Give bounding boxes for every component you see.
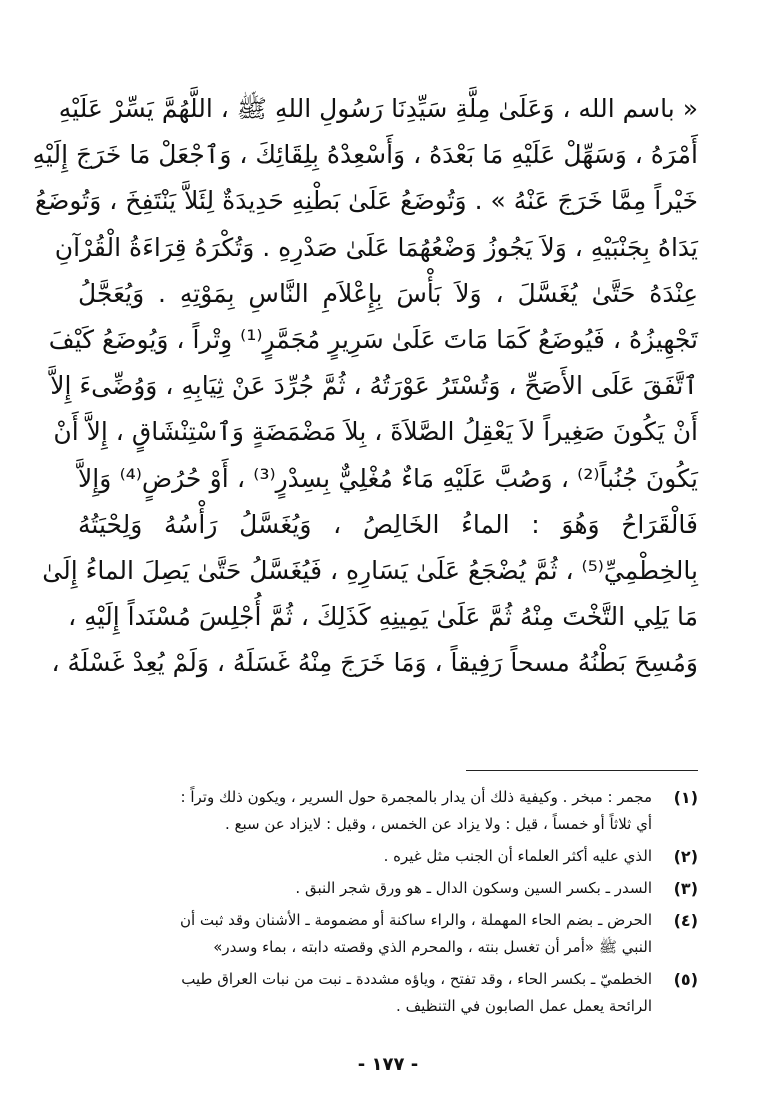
main-text-line: مَا يَلِي التَّخْتَ مِنْهُ ثُمَّ عَلَىٰ يَمِينِهِ كَذَلِكَ ، ثُمَّ أُجْلِسَ مُسْنَداً إِلَيْهِ ، [68, 602, 698, 632]
footnote-line: الخطميّ ـ بكسر الحاء ، وقد تفتح ، وياؤه مشددة ـ نبت من نبات العراق طيب [181, 970, 652, 988]
main-text-line: يَدَاهُ بِجَنْبَيْهِ ، وَلاَ يَجُوزُ وَضْعُهُمَا عَلَىٰ صَدْرِهِ . وَتُكْرَهُ قِرَاءَةُ الْقُرْآنِ [54, 232, 698, 262]
page-number: - ١٧٧ - [357, 1054, 419, 1075]
main-text [32, 86, 698, 686]
footnote-number: (٣) [673, 879, 698, 898]
main-text-line: بِالخِطْمِيِّ⁽⁵⁾ ، ثُمَّ يُضْجَعُ عَلَىٰ يَسَارِهِ ، فَيُغَسَّلُ حَتَّىٰ يَصِلَ الماءُ إِلَىٰ [42, 555, 698, 585]
main-text-line: أَنْ يَكُونَ صَغِيراً لاَ يَعْقِلُ الصَّلاَةَ ، بِلاَ مَضْمَضَةٍ وَٱسْتِنْشَاقٍ ، إِلاَّ أَنْ [53, 417, 698, 447]
footnote-line: أي ثلاثاً أو خمساً ، قيل : ولا يزاد عن الخمس ، وقيل : لايزاد عن سبع . [224, 815, 652, 833]
footnote-line: الذي عليه أكثر العلماء أن الجنب مثل غيره . [383, 847, 652, 865]
footnotes [78, 784, 698, 1025]
main-text-line: وَمُسِحَ بَطْنُهُ مسحاً رَفِيقاً ، وَمَا خَرَجَ مِنْهُ غَسَلَهُ ، وَلَمْ يُعِدْ غَسْلَهُ ، [51, 648, 698, 678]
main-text-line: خَيْراً مِمَّا خَرَجَ عَنْهُ » . وَتُوضَعُ عَلَىٰ بَطْنِهِ حَدِيدَةٌ لِئَلاَّ يَنْتَفِخَ ، وَتُوضَعُ [34, 186, 698, 216]
main-text-line: فَالْقَرَاحُ وَهُوَ : الماءُ الخَالِصُ ، وَيُغَسَّلُ رَأْسُهُ وَلِحْيَتُهُ [78, 509, 698, 539]
footnote-1 [78, 784, 698, 838]
footnote-line: النبي ﷺ «أمر أن تغسل بنته ، والمحرم الذي وقصته دابته ، بماء وسدر» [213, 938, 652, 956]
book-page [32, 86, 698, 1075]
main-text-line: أَمْرَهُ ، وَسَهِّلْ عَلَيْهِ مَا بَعْدَهُ ، وَأَسْعِدْهُ بِلِقَائِكَ ، وَٱجْعَلْ مَا خَرَجَ إِلَيْهِ [32, 140, 698, 170]
footnote-body [78, 966, 652, 1020]
footnote-line: الرائحة يعمل عمل الصابون في التنظيف . [396, 997, 652, 1015]
footnote-3 [78, 875, 698, 902]
main-text-line: يَكُونَ جُنُباً⁽²⁾ ، وَصُبَّ عَلَيْهِ مَاءٌ مُغْلِيٌّ بِسِدْرٍ⁽³⁾ ، أَوْ حُرُضٍ⁽⁴⁾ وَإِلاَّ [78, 463, 698, 493]
footnote-number: (٥) [673, 970, 698, 989]
footnote-body [78, 843, 652, 870]
footnote-5 [78, 966, 698, 1020]
main-text-line: ٱتَّفَقَ عَلَى الأَصَحِّ ، وَتُسْتَرُ عَوْرَتُهُ ، ثُمَّ جُرِّدَ عَنْ ثِيَابِهِ ، وَوُضِّىءَ إِلاَّ [50, 371, 698, 401]
main-text-line: « باسم الله ، وَعَلَىٰ مِلَّةِ سَيِّدِنَا رَسُولِ اللهِ ﷺ ، اللَّهُمَّ يَسِّرْ عَلَيْهِ [58, 94, 698, 123]
footnote-body [78, 784, 652, 838]
footnote-separator [466, 770, 698, 771]
footnote-body [78, 875, 652, 902]
footnote-number: (٢) [673, 847, 698, 866]
footnote-number: (٤) [673, 911, 698, 930]
main-text-line: تَجْهِيزُهُ ، فَيُوضَعُ كَمَا مَاتَ عَلَىٰ سَرِيرٍ مُجَمَّرٍ⁽¹⁾ وِتْراً ، وَيُوضَعُ كَيْفَ [48, 324, 698, 354]
footnote-4 [78, 907, 698, 961]
footnote-2 [78, 843, 698, 870]
footnote-line: السدر ـ بكسر السين وسكون الدال ـ هو ورق شجر النبق . [295, 879, 652, 897]
footnote-line: الحرض ـ بضم الحاء المهملة ، والراء ساكنة أو مضمومة ـ الأشنان وقد ثبت أن [179, 911, 652, 929]
footnote-body [78, 907, 652, 961]
footnote-number: (١) [673, 788, 698, 807]
footnote-line: مجمر : مبخر . وكيفية ذلك أن يدار بالمجمرة حول السرير ، ويكون ذلك وتراً : [180, 788, 652, 806]
main-text-line: عِنْدَهُ حَتَّىٰ يُغَسَّلَ ، وَلاَ بَأْسَ بِإِعْلاَمِ النَّاسِ بِمَوْتِهِ . وَيُعَجَّلُ [78, 278, 698, 308]
